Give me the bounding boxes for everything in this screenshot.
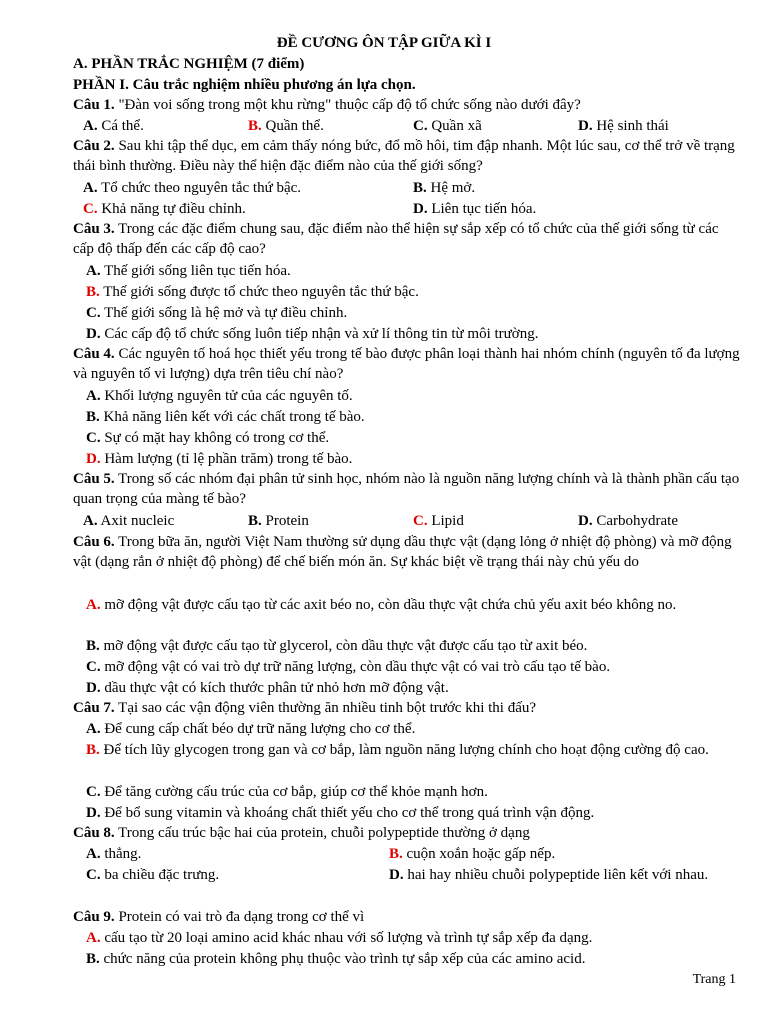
option-label: A.	[83, 118, 98, 134]
question-text: Protein có vai trò đa dạng trong cơ thể vì	[118, 909, 365, 925]
option-label: B.	[86, 951, 100, 967]
option-text: mỡ động vật có vai trò dự trữ năng lượng, còn dầu thực vật có vai trò cấu tạo tế bào.	[104, 659, 611, 675]
option	[389, 865, 743, 885]
option-text: Thế giới sống được tổ chức theo nguyên tắc thứ bậc.	[103, 284, 419, 300]
option-text: hai hay nhiều chuỗi polypeptide liên kết với nhau.	[407, 867, 709, 883]
option-label: D.	[413, 201, 428, 217]
question-number: Câu 1.	[73, 97, 115, 113]
option	[578, 511, 678, 531]
option-text: Quần thể.	[265, 118, 324, 134]
option	[86, 803, 594, 823]
option-text: Khối lượng nguyên tử của các nguyên tố.	[104, 388, 353, 404]
option-text: Thế giới sống liên tục tiến hóa.	[104, 263, 291, 279]
document-title: ĐỀ CƯƠNG ÔN TẬP GIỮA KÌ I	[276, 35, 492, 51]
option-text: Axit nucleic	[100, 513, 175, 529]
option-label: D.	[86, 680, 101, 696]
option-text: Sự có mặt hay không có trong cơ thể.	[104, 430, 330, 446]
option-label: D.	[578, 118, 593, 134]
option-text: chức năng của protein không phụ thuộc vào trình tự sắp xếp của các amino acid.	[103, 951, 586, 967]
option-text: Tổ chức theo nguyên tắc thứ bậc.	[101, 180, 302, 196]
option-text: Khả năng tự điều chỉnh.	[101, 201, 246, 217]
option	[86, 449, 352, 469]
question-number: Câu 6.	[73, 534, 115, 550]
option-text: Để bổ sung vitamin và khoáng chất thiết yếu cho cơ thể trong quá trình vận động.	[104, 805, 595, 821]
option-text: Các cấp độ tổ chức sống luôn tiếp nhận và xử lí thông tin từ môi trường.	[104, 326, 539, 342]
option-label: A.	[86, 388, 101, 404]
option-text: dầu thực vật có kích thước phân tử nhỏ hơn mỡ động vật.	[104, 680, 449, 696]
option-label: C.	[86, 430, 101, 446]
option-text: Để tăng cường cấu trúc của cơ bắp, giúp cơ thể khỏe mạnh hơn.	[104, 784, 488, 800]
question-text: "Đàn voi sống trong một khu rừng" thuộc cấp độ tổ chức sống nào dưới đây?	[118, 97, 581, 113]
question-text: Các nguyên tố hoá học thiết yếu trong tế bào được phân loại thành hai nhóm chính (nguyên tố đa lượng và nguyên tố vi lượng) dựa trên tiêu chí nào?	[73, 346, 740, 382]
option-text: cuộn xoắn hoặc gấp nếp.	[406, 846, 556, 862]
option-label: B.	[413, 180, 427, 196]
option-label-correct: B.	[389, 846, 403, 862]
option	[86, 324, 538, 344]
option	[413, 116, 482, 136]
option	[86, 303, 347, 323]
option-label: C.	[86, 305, 101, 321]
option	[86, 782, 488, 802]
option-label: C.	[86, 659, 101, 675]
option-label-correct: B.	[86, 284, 100, 300]
option-label: A.	[86, 721, 101, 737]
option-text: Thế giới sống là hệ mở và tự điều chỉnh.	[104, 305, 348, 321]
option	[86, 678, 449, 698]
option	[86, 719, 415, 739]
option-text: ba chiều đặc trưng.	[104, 867, 220, 883]
option	[86, 928, 592, 948]
option	[413, 511, 464, 531]
option-label: C.	[413, 118, 428, 134]
question-7	[73, 698, 743, 718]
question-9	[73, 907, 743, 927]
question-text: Trong số các nhóm đại phân tử sinh học, nhóm nào là nguồn năng lượng chính và là thành phần cấu tạo quan trọng của màng tế bào?	[73, 471, 740, 507]
option-label: A.	[83, 513, 98, 529]
option-text: Liên tục tiến hóa.	[431, 201, 537, 217]
option-text: Lipid	[431, 513, 464, 529]
option-label: B.	[86, 409, 100, 425]
option-text: Cá thể.	[101, 118, 144, 134]
option-label: A.	[83, 180, 98, 196]
question-text: Sau khi tập thể dục, em cảm thấy nóng bức, đổ mồ hôi, tim đập nhanh. Một lúc sau, cơ thể trở về trạng thái bình thường. Điều này thể hiện đặc điểm nào của thế giới sống?	[73, 138, 735, 174]
option	[86, 386, 353, 406]
option-text: mỡ động vật được cấu tạo từ các axit béo no, còn dầu thực vật chứa chủ yếu axit béo không no.	[104, 597, 677, 613]
option-text: Hệ mở.	[430, 180, 476, 196]
option	[73, 595, 743, 615]
option-text: Để tích lũy glycogen trong gan và cơ bắp, làm nguồn năng lượng chính cho hoạt động cường độ cao.	[103, 742, 709, 758]
question-number: Câu 3.	[73, 221, 115, 237]
question-5	[73, 469, 743, 509]
question-number: Câu 2.	[73, 138, 115, 154]
question-number: Câu 4.	[73, 346, 115, 362]
option-label: A.	[86, 846, 101, 862]
option-text: Quần xã	[431, 118, 482, 134]
question-number: Câu 5.	[73, 471, 115, 487]
question-number: Câu 7.	[73, 700, 115, 716]
option-text: mỡ động vật được cấu tạo từ glycerol, còn dầu thực vật được cấu tạo từ axit béo.	[103, 638, 588, 654]
question-number: Câu 9.	[73, 909, 115, 925]
question-number: Câu 8.	[73, 825, 115, 841]
option	[413, 178, 475, 198]
option	[86, 657, 610, 677]
option	[86, 407, 365, 427]
option	[86, 636, 587, 656]
option-label-correct: B.	[86, 742, 100, 758]
option-text: Hệ sinh thái	[596, 118, 669, 134]
option	[413, 199, 536, 219]
option-label: D.	[389, 867, 404, 883]
question-3	[73, 219, 743, 259]
option-label-correct: B.	[248, 118, 262, 134]
option	[83, 178, 301, 198]
option	[86, 261, 291, 281]
option	[86, 282, 419, 302]
option	[389, 844, 555, 864]
option-label-correct: C.	[83, 201, 98, 217]
option-text: thẳng.	[104, 846, 142, 862]
question-text: Trong cấu trúc bậc hai của protein, chuỗi polypeptide thường ở dạng	[118, 825, 530, 841]
question-6	[73, 532, 743, 572]
option-label: D.	[578, 513, 593, 529]
option	[83, 116, 144, 136]
option-text: Carbohydrate	[596, 513, 678, 529]
option-label: B.	[86, 638, 100, 654]
option-text: Hàm lượng (tỉ lệ phần trăm) trong tế bào.	[104, 451, 353, 467]
question-text: Tại sao các vận động viên thường ăn nhiều tinh bột trước khi thi đấu?	[118, 700, 537, 716]
option-label: B.	[248, 513, 262, 529]
option-text: Để cung cấp chất béo dự trữ năng lượng cho cơ thể.	[104, 721, 416, 737]
option	[578, 116, 669, 136]
option	[86, 949, 585, 969]
question-text: Trong các đặc điểm chung sau, đặc điểm nào thể hiện sự sắp xếp có tổ chức của thế giới sống từ các cấp độ thấp đến các cấp độ cao?	[73, 221, 719, 257]
option	[73, 740, 743, 760]
page-number: Trang 1	[692, 972, 736, 987]
option-text: cấu tạo từ 20 loại amino acid khác nhau với số lượng và trình tự sắp xếp đa dạng.	[104, 930, 593, 946]
option	[86, 844, 141, 864]
option-label: D.	[86, 326, 101, 342]
question-2	[73, 136, 743, 176]
option-label: A.	[86, 263, 101, 279]
option	[83, 199, 246, 219]
option-label-correct: D.	[86, 451, 101, 467]
question-4	[73, 344, 743, 384]
question-1	[73, 95, 743, 115]
option-label-correct: A.	[86, 930, 101, 946]
option-label: D.	[86, 805, 101, 821]
option-text: Khả năng liên kết với các chất trong tế bào.	[103, 409, 365, 425]
question-8	[73, 823, 743, 843]
option-label-correct: C.	[413, 513, 428, 529]
option	[86, 865, 219, 885]
question-text: Trong bữa ăn, người Việt Nam thường sử dụng dầu thực vật (dạng lỏng ở nhiệt độ phòng) và mỡ động vật (dạng rắn ở nhiệt độ phòng) để chế biến món ăn. Sự khác biệt về trạng thái này chủ yếu do	[73, 534, 732, 570]
option	[83, 511, 174, 531]
option-label-correct: A.	[86, 597, 101, 613]
part-heading: PHẦN I. Câu trắc nghiệm nhiều phương án lựa chọn.	[73, 77, 416, 93]
option-text: Protein	[265, 513, 309, 529]
option-label: C.	[86, 867, 101, 883]
option	[248, 116, 324, 136]
option-label: C.	[86, 784, 101, 800]
section-heading: A. PHẦN TRẮC NGHIỆM (7 điểm)	[73, 56, 305, 72]
option	[248, 511, 309, 531]
option	[86, 428, 329, 448]
